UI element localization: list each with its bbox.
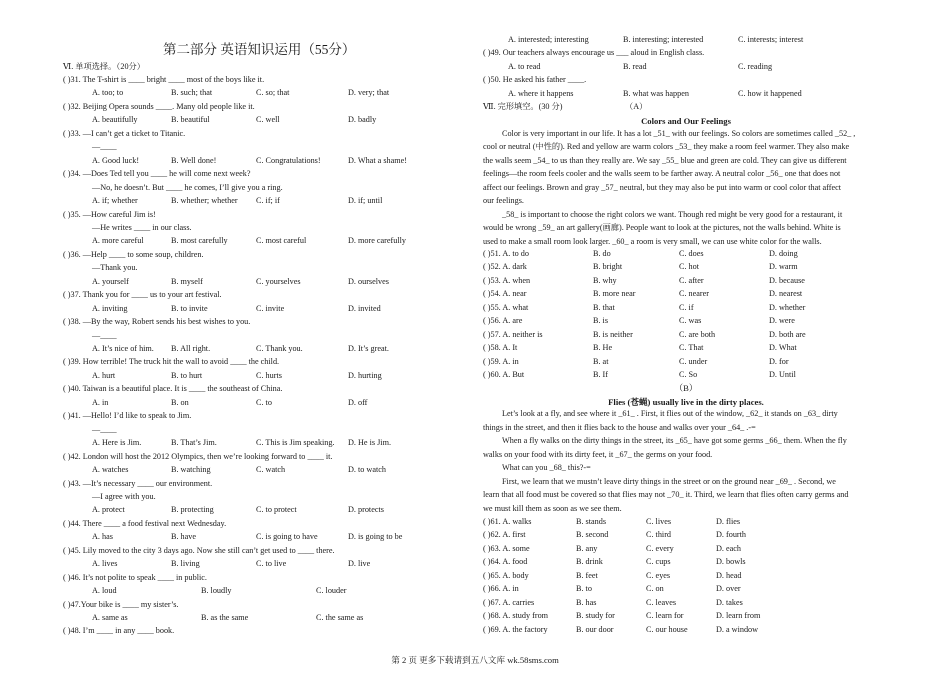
- choice-text: C. nearer: [679, 289, 710, 299]
- question-stem: ( )31. The T-shirt is ____ bright ____ most of the boys like it.: [63, 75, 265, 84]
- option-text: D. if; until: [348, 196, 383, 206]
- question-stem: ( )47.Your bike is ____ my sister’s.: [63, 599, 179, 609]
- option-text: A. lives: [92, 559, 118, 569]
- choice-text: C. our house: [646, 624, 688, 634]
- choice-text: D. because: [769, 275, 805, 285]
- option-text: D. It’s great.: [348, 344, 389, 353]
- option-text: A. loud: [92, 586, 117, 596]
- passage-line: First, we learn that we mustn’t leave dirty things in the street or on the ground near _69_ . Second, we: [502, 476, 836, 486]
- choice-text: B. feet: [576, 570, 598, 580]
- question-stem: ( )33. —I can’t get a ticket to Titanic.: [63, 128, 186, 138]
- option-text: A. interested; interesting: [508, 35, 589, 44]
- option-text: B. That’s Jim.: [171, 438, 217, 448]
- choice-text: C. under: [679, 356, 708, 366]
- choice-text: B. stands: [576, 517, 607, 526]
- choice-text: B. any: [576, 543, 598, 553]
- question-stem: ( )37. Thank you for ____ us to your art festival.: [63, 290, 222, 300]
- section-heading-vi: Ⅵ. 单项选择。（20分）: [63, 62, 145, 71]
- passage-line: would be wrong _59_ an art gallery(画廊). People want to look at the pictures, not the walls behind. White is: [483, 223, 841, 232]
- option-text: C. interests; interest: [738, 35, 804, 44]
- option-text: C. to: [256, 397, 272, 407]
- choice-text: C. That: [679, 343, 704, 353]
- option-text: B. to hurt: [171, 370, 203, 380]
- passage-line: Let’s look at a fly, and see where it _61_ . First, it flies out of the window, _62_ it stands on _63_ dirty: [502, 409, 838, 418]
- option-text: D. ourselves: [348, 276, 389, 286]
- choice-text: B. at: [593, 356, 609, 366]
- option-text: A. has: [92, 532, 113, 542]
- choice-text: B. He: [593, 343, 613, 353]
- option-text: C. to protect: [256, 505, 297, 515]
- question-stem: ( )49. Our teachers always encourage us ___ aloud in English class.: [483, 48, 705, 58]
- question-stem: ( )35. —How careful Jim is!: [63, 209, 156, 219]
- question-stem: ( )36. —Help ____ to some soup, children.: [63, 249, 204, 259]
- choice-text: ( )55. A. what: [483, 302, 529, 312]
- choice-text: B. that: [593, 302, 615, 312]
- choice-text: ( )68. A. study from: [483, 611, 549, 621]
- option-text: D. What a shame!: [348, 155, 407, 165]
- option-text: C. how it happened: [738, 88, 802, 98]
- passage-line: affect our feelings. Brown and gray _57_ neutral, but they may also be put into warm or cool color that affect: [483, 182, 842, 192]
- choice-text: ( )63. A. some: [483, 543, 530, 553]
- choice-text: D. a window: [716, 624, 759, 634]
- question-stem: ( )44. There ____ a food festival next Wednesday.: [63, 518, 227, 528]
- option-text: D. off: [348, 397, 368, 407]
- choice-text: ( )54. A. near: [483, 289, 527, 299]
- section-heading-vii: Ⅶ. 完形填空。(30 分): [483, 102, 563, 111]
- option-text: C. louder: [316, 586, 347, 596]
- choice-text: B. is: [593, 316, 609, 326]
- option-text: D. to watch: [348, 465, 386, 475]
- dialogue-line: —____: [92, 142, 117, 152]
- choice-text: ( )64. A. food: [483, 557, 528, 567]
- option-text: D. protects: [348, 505, 384, 515]
- passage-line: walks on your food with its dirty feet, it _67_ the germs on your food.: [483, 449, 713, 459]
- choice-text: D. Until: [769, 370, 796, 380]
- choice-text: ( )52. A. dark: [483, 262, 527, 272]
- option-text: D. badly: [348, 115, 377, 125]
- option-text: C. reading: [738, 61, 773, 71]
- choice-text: D. for: [769, 356, 789, 366]
- choice-text: C. are both: [679, 329, 716, 339]
- choice-text: C. was: [679, 316, 702, 326]
- option-text: C. so; that: [256, 88, 290, 98]
- option-text: B. on: [171, 397, 189, 407]
- page-footer: 第 2 页 更多下载请到五八文库 wk.58sms.com: [391, 655, 559, 665]
- option-text: A. Good luck!: [92, 155, 140, 165]
- choice-text: B. more near: [593, 289, 636, 299]
- dialogue-line: —____: [92, 330, 117, 340]
- choice-text: B. to: [576, 584, 592, 594]
- choice-text: C. after: [679, 275, 704, 285]
- question-stem: ( )45. Lily moved to the city 3 days ago. Now she still can’t get used to ____ there.: [63, 545, 335, 555]
- question-stem: ( )39. How terrible! The truck hit the wall to avoid ____ the child.: [63, 357, 280, 367]
- choice-text: ( )62. A. first: [483, 530, 526, 540]
- option-text: B. what was happen: [623, 88, 689, 98]
- option-text: A. more careful: [92, 236, 144, 246]
- passage-line: feelings—the room feels cooler and the walls seem to be farther away. A neutral color _56_ one that does not: [483, 169, 841, 178]
- question-stem: ( )50. He asked his father ____.: [483, 75, 587, 85]
- choice-text: B. our door: [576, 624, 614, 634]
- choice-text: B. is neither: [593, 329, 633, 339]
- choice-text: B. study for: [576, 611, 615, 621]
- choice-text: C. hot: [679, 262, 700, 272]
- option-text: C. if; if: [256, 196, 280, 206]
- question-stem: ( )34. —Does Ted tell you ____ he will come next week?: [63, 169, 251, 179]
- option-text: D. very; that: [348, 88, 390, 98]
- passage-line: our feelings.: [483, 196, 524, 205]
- passage-b-title: Flies (苍蝇) usually live in the dirty places.: [608, 397, 764, 407]
- choice-text: C. on: [646, 584, 664, 594]
- choice-text: C. eyes: [646, 570, 671, 580]
- option-text: A. to read: [508, 61, 541, 71]
- passage-a-title: Colors and Our Feelings: [641, 116, 731, 126]
- passage-line: When a fly walks on the dirty things in the street, its _65_ have got some germs _66_ them. When the fly: [502, 436, 847, 445]
- choice-text: D. over: [716, 584, 741, 594]
- choice-text: ( )69. A. the factory: [483, 624, 548, 634]
- passage-line: _58_ is important to choose the right colors we want. Though red might be very good for a restaurant, it: [502, 209, 843, 219]
- option-text: D. He is Jim.: [348, 438, 391, 448]
- choice-text: D. bowls: [716, 557, 746, 567]
- dialogue-line: —Thank you.: [92, 263, 138, 273]
- option-text: B. to invite: [171, 303, 208, 313]
- choice-text: D. learn from: [716, 611, 761, 621]
- option-text: C. This is Jim speaking.: [256, 438, 335, 448]
- choice-text: D. both are: [769, 329, 806, 339]
- option-text: B. as the same: [201, 613, 249, 622]
- option-text: C. to live: [256, 559, 287, 569]
- choice-text: ( )66. A. in: [483, 584, 519, 594]
- choice-text: D. takes: [716, 597, 743, 607]
- option-text: D. is going to be: [348, 532, 403, 542]
- choice-text: B. why: [593, 275, 617, 285]
- choice-text: D. warm: [769, 262, 798, 272]
- option-text: A. same as: [92, 613, 128, 622]
- dialogue-line: —____: [92, 424, 117, 434]
- option-text: D. invited: [348, 303, 381, 313]
- option-text: B. interesting; interested: [623, 35, 704, 44]
- choice-text: D. fourth: [716, 530, 747, 540]
- option-text: B. All right.: [171, 344, 211, 353]
- choice-text: ( )57. A. neither is: [483, 329, 543, 339]
- option-text: C. yourselves: [256, 276, 301, 286]
- question-stem: ( )32. Beijing Opera sounds ____. Many old people like it.: [63, 101, 255, 111]
- option-text: D. live: [348, 559, 371, 569]
- option-text: D. more carefully: [348, 236, 406, 246]
- passage-line: cool or neutral (中性的). Red and yellow are warm colors _53_ they make a room feel warmer. They also make: [483, 142, 850, 151]
- option-text: C. invite: [256, 303, 285, 313]
- choice-text: D. flies: [716, 517, 741, 526]
- choice-text: ( )53. A. when: [483, 275, 531, 285]
- choice-text: C. every: [646, 543, 674, 553]
- choice-text: ( )56. A. are: [483, 316, 523, 326]
- option-text: C. Thank you.: [256, 344, 303, 353]
- choice-text: D. were: [769, 316, 795, 326]
- option-text: B. have: [171, 532, 197, 542]
- option-text: C. watch: [256, 465, 286, 475]
- choice-text: ( )67. A. carries: [483, 597, 535, 607]
- option-text: C. is going to have: [256, 532, 318, 542]
- option-text: A. hurt: [92, 370, 116, 380]
- option-text: A. yourself: [92, 276, 129, 286]
- choice-text: D. head: [716, 570, 742, 580]
- option-text: A. inviting: [92, 303, 128, 313]
- option-text: C. well: [256, 115, 280, 125]
- option-text: A. where it happens: [508, 88, 574, 98]
- choice-text: D. whether: [769, 302, 806, 312]
- choice-text: C. leaves: [646, 597, 677, 607]
- section-title: 第二部分 英语知识运用（55分）: [163, 42, 356, 57]
- question-stem: ( )48. I’m ____ in any ____ book.: [63, 626, 175, 636]
- choice-text: B. second: [576, 530, 609, 540]
- passage-line: things in the street, and then it flies back to the house and walks over your _64_ .-=: [483, 422, 756, 432]
- choice-text: B. If: [593, 370, 609, 380]
- choice-text: C. cups: [646, 557, 671, 567]
- option-text: A. in: [92, 397, 109, 407]
- option-text: B. such; that: [171, 88, 213, 98]
- choice-text: ( )58. A. It: [483, 343, 518, 353]
- option-text: A. It’s nice of him.: [92, 344, 154, 353]
- dialogue-line: —He writes ____ in our class.: [92, 222, 192, 232]
- choice-text: B. drink: [576, 557, 603, 567]
- option-text: D. hurting: [348, 370, 382, 380]
- option-text: C. most careful: [256, 236, 307, 246]
- part-a-label: （A）: [625, 102, 648, 111]
- choice-text: C. learn for: [646, 611, 684, 621]
- choice-text: ( )65. A. body: [483, 570, 529, 580]
- option-text: B. read: [623, 61, 647, 71]
- choice-text: ( )61. A. walks: [483, 517, 532, 526]
- choice-text: D. What: [769, 343, 797, 353]
- option-text: B. watching: [171, 465, 211, 475]
- choice-text: ( )60. A. But: [483, 370, 525, 380]
- question-stem: ( )40. Taiwan is a beautiful place. It is ____ the southeast of China.: [63, 384, 283, 394]
- passage-line: Color is very important in our life. It has a lot _51_ with our feelings. So colors are sometimes called _52_ ,: [502, 128, 856, 138]
- question-stem: ( )41. —Hello! I’d like to speak to Jim.: [63, 411, 192, 421]
- option-text: B. loudly: [201, 586, 232, 596]
- option-text: C. Congratulations!: [256, 155, 321, 165]
- choice-text: D. nearest: [769, 289, 803, 299]
- option-text: A. if; whether: [92, 196, 138, 206]
- option-text: B. myself: [171, 276, 203, 286]
- choice-text: C. So: [679, 370, 698, 380]
- option-text: C. the same as: [316, 613, 364, 622]
- option-text: B. whether; whether: [171, 196, 238, 206]
- passage-line: we must kill them as soon as we see them.: [483, 503, 622, 513]
- choice-text: C. if: [679, 302, 694, 312]
- choice-text: D. doing: [769, 249, 798, 258]
- option-text: B. living: [171, 559, 200, 569]
- question-stem: ( )46. It’s not polite to speak ____ in public.: [63, 572, 207, 582]
- option-text: A. watches: [92, 465, 129, 475]
- option-text: C. hurts: [256, 370, 282, 380]
- dialogue-line: —I agree with you.: [92, 491, 156, 501]
- choice-text: B. do: [593, 249, 611, 258]
- question-stem: ( )42. London will host the 2012 Olympics, then we’re looking forward to ____ it.: [63, 451, 333, 461]
- option-text: A. protect: [92, 505, 125, 515]
- part-b-label: （B）: [674, 383, 698, 393]
- question-stem: ( )38. —By the way, Robert sends his best wishes to you.: [63, 317, 251, 327]
- choice-text: ( )59. A. in: [483, 356, 519, 366]
- choice-text: B. bright: [593, 262, 623, 272]
- passage-line: used to make a small room look larger. _60_ a room is very small, we can use white color for the walls.: [483, 236, 822, 246]
- choice-text: ( )51. A. to do: [483, 249, 529, 258]
- option-text: A. Here is Jim.: [92, 438, 142, 448]
- option-text: B. beautiful: [171, 115, 210, 125]
- passage-line: What can you _68_ this?-=: [502, 463, 591, 472]
- dialogue-line: —No, he doesn’t. But ____ he comes, I’ll give you a ring.: [92, 182, 283, 192]
- choice-text: B. has: [576, 597, 597, 607]
- option-text: B. most carefully: [171, 236, 228, 246]
- passage-line: learn that all food must be covered so that flies may not _70_ it. Third, we learn that flies often carry germs and: [483, 490, 849, 499]
- option-text: B. Well done!: [171, 155, 217, 165]
- choice-text: C. lives: [646, 517, 672, 526]
- choice-text: C. third: [646, 530, 672, 540]
- option-text: B. protecting: [171, 505, 214, 515]
- option-text: A. beautifully: [92, 115, 138, 125]
- option-text: A. too; to: [92, 88, 124, 98]
- question-stem: ( )43. —It’s necessary ____ our environment.: [63, 478, 213, 488]
- passage-line: the walls seem _54_ to us than they really are. We say _55_ blue and green are cold. They can give us different: [483, 155, 847, 165]
- choice-text: D. each: [716, 543, 742, 553]
- choice-text: C. does: [679, 249, 704, 258]
